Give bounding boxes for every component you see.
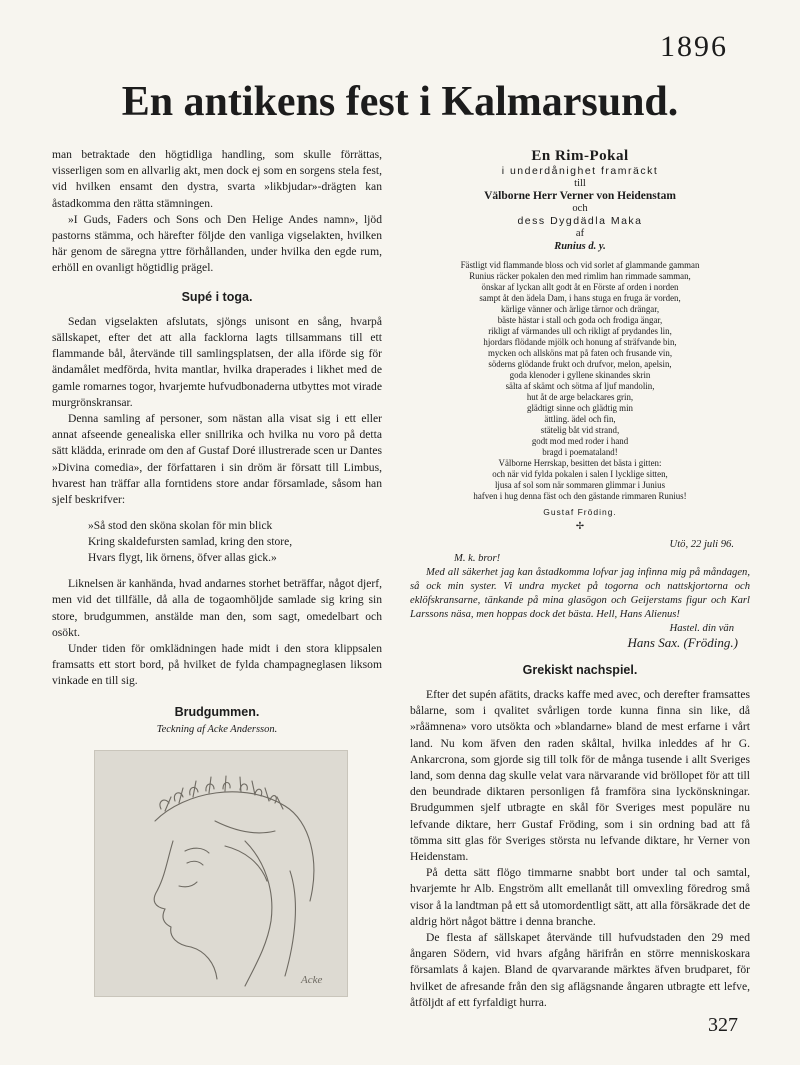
poem-line: bäste hästar i stall och goda och frodiga ängar,: [497, 314, 663, 325]
poem-line: stätelig båt vid strand,: [540, 424, 620, 435]
poem-line: hjordars flödande mjölk och honung af sträfvande bin,: [483, 336, 677, 347]
poem-line: hafven i hug denna fäst och den gästande rimmaren Runius!: [473, 490, 687, 501]
sketch-illustration: [94, 750, 348, 997]
year-heading: 1896: [660, 30, 728, 63]
paragraph: Liknelsen är kanhända, hvad andarnes storhet beträffar, något djerf, men vid det tillfälle, då alla de togaomhöljde samlade sig kring sin store, brudgummen, anstälde man den, som sagt, omedelbart och osökt.: [52, 577, 382, 639]
paragraph: På detta sätt flögo timmarne snabbt bort under tal och samtal, hvarjemte hr Alb. Engström allt emellanåt till omvexling föredrog små visor å la landtman på ett så utomordentligt sätt, att alla försäkrade det de aldrig hört något bättre i denna branche.: [410, 866, 750, 928]
poem-line: sälta af skämt och sötma af ljuf mandolin,: [505, 380, 655, 391]
figure-caption-title: Brudgummen.: [174, 704, 260, 719]
poem-subtitle: dess Dygdädla Maka: [517, 215, 643, 227]
poem-signature: Gustaf Fröding.: [543, 506, 617, 517]
letter-closing: Hastel. din vän: [669, 622, 734, 634]
poem-title: En Rim-Pokal: [531, 148, 629, 164]
paragraph: Efter det supén afätits, dracks kaffe med avec, och derefter framsattes bålarne, som i qvalitet svårligen torde kunna finna sin like, då »råämnena» voro utsökta och »blandarne» bland de mest erfarne i vårt land. Nu kom äfven den raden skåltal, hvilka inleddes af hr G. Ankarcrona, som gjorde sig till tolk för de många tusende i allt Sveriges land, som denna dag skulle velat vara närvarande vid bröllopet för att till den beundrade diktaren personligen få framföra sina lyckönskningar. Brudgummen sjelf utbragte en skål för Sveriges mest populäre nu lefvande diktare, herr Gustaf Fröding, som i sin ordning bad att få tömma sitt glas för Sveriges största nu lefvande diktare, hr Verner von Heidenstam.: [410, 687, 750, 863]
left-column: [52, 147, 382, 997]
poem-line: kärlige vänner och ärlige tärnor och drängar,: [500, 303, 660, 314]
poem-line: söderns glödande frukt och drufvor, melon, apelsin,: [488, 358, 672, 369]
poem-line: Välborne Herrskap, besitten det bästa i gitten:: [498, 457, 662, 468]
poem-subtitle: af: [575, 227, 585, 239]
quote-line: Hvars flygt, lik örnens, öfver allas gick.»: [88, 552, 277, 565]
verse-quote: [88, 518, 382, 566]
paragraph: »I Guds, Faders och Sons och Den Helige Andes namn», ljöd pastorns stämma, och härefter följde den vanliga vigselakten, hvilken här genom de säregna yttre förhållanden, under hvilka den egde rum, erhöll en ovanligt högtidlig prägel.: [52, 212, 382, 275]
poem-line: Fästligt vid flammande bloss och vid sorlet af glammande gamman: [460, 259, 700, 270]
letter-signature: Hans Sax. (Fröding.): [627, 634, 738, 650]
sketch-drawing: [95, 751, 347, 996]
article-title: En antikens fest i Kalmarsund.: [121, 79, 679, 125]
poem-subtitle: i underdånighet framräckt: [501, 165, 659, 177]
poem-line: ljusa af sol som när sommaren glimmar i Junius: [494, 479, 666, 490]
poem-line: goda klenoder i gyllene skinandes skrin: [509, 369, 651, 380]
section-heading-nachspiel: Grekiskt nachspiel.: [522, 662, 638, 677]
poem-line: glädtigt sinne och glädtig min: [527, 402, 633, 413]
poem-line: hut åt de arge belackares grin,: [526, 391, 634, 402]
poem-dedicatee: Välborne Herr Verner von Heidenstam: [484, 190, 676, 202]
letter-date: Utö, 22 juli 96.: [669, 538, 734, 550]
letter-body: Med all säkerhet jag kan åstadkomma lofvar jag infinna mig på måndagen, så ock min syster. Vi undra mycket på togorna och nattskjortorna och eklöfskransarne, tänkande på mina glasögon och Geijerstams figur och Karl Larssons näsa, men hoppas dock det bästa. Hell, Hans Alienus!: [410, 566, 750, 620]
poem-line: godt mod med roder i hand: [531, 435, 629, 446]
poem-author: Runius d. y.: [554, 241, 606, 252]
page-number: 327: [708, 1014, 738, 1036]
poem-line: och när vid fylda pokalen i salen I lycklige sitten,: [492, 468, 668, 479]
poem-header: [410, 147, 750, 254]
section-heading-supe: Supé i toga.: [181, 289, 253, 304]
poem-line: rikligt af värmandes ull och rikligt af prydandes lin,: [488, 325, 672, 336]
poem-line: bragd i poemataland!: [542, 446, 618, 457]
divider-ornament: ✢: [575, 520, 585, 532]
poem-subtitle: till: [574, 177, 586, 189]
paragraph: Denna samling af personer, som nästan alla visat sig i ett eller annat afseende genealiska eller snillrika och hvilka nu voro på detta sätt klädda, erinrade om den af Gustaf Doré illustrerade scen ur Dantes »Divina comedia», der författaren i sin dröm är försatt till Limbus, hvarest han träffar alla forntidens store andar församlade, såsom han sjelf beskrifver:: [52, 412, 382, 507]
poem-line: ättling. ädel och fin,: [544, 413, 616, 424]
sketch-signature: Acke: [301, 974, 323, 987]
right-column: [410, 147, 750, 1011]
poem-subtitle: och: [572, 202, 588, 214]
poem-line: sampt åt den ädela Dam, i hans stuga en fruga är vorden,: [479, 292, 681, 303]
quote-line: »Så stod den sköna skolan för min blick: [88, 520, 273, 533]
poem-line: mycken och allsköns mat på faten och frusande vin,: [487, 347, 673, 358]
figure-credit: Teckning af Acke Andersson.: [156, 723, 278, 735]
paragraph: De flesta af sällskapet återvände till hufvudstaden den 29 med ångaren Södern, vid hvars afgång härifrån en större menniskoskara församlats å kajen. Bland de qvarvarande märktes äfven brudparet, för hvilket de afresande från den sig aflägsnande ångaren utbragte ett lefve, åtföljdt af ett fyrfaldigt hurra.: [410, 930, 750, 1009]
letter: [410, 538, 750, 650]
poem-line: önskar af lyckan allt godt åt en Förste af orden i norden: [481, 281, 679, 292]
letter-salutation: M. k. bror!: [454, 552, 501, 564]
poem-line: Runius räcker pokalen den med rimlim han rimmade samman,: [469, 270, 691, 281]
quote-line: Kring skaldefursten samlad, kring den store,: [88, 536, 293, 549]
paragraph: man betraktade den högtidliga handling, som skulle förrättas, visserligen som en allvarlig akt, men dock ej som en sorgens stela fest, vid hvilken ensamt den dystra, svarta »likbjudar»-drägten kan åstadkomma den rätta stämningen.: [52, 148, 382, 210]
poem-body: [410, 260, 750, 502]
paragraph: Under tiden för omklädningen hade midt i den stora klippsalen framsatts ett stort bord, på hvilket de fylda champagneglasen liksom vinkade en till sig.: [52, 642, 382, 688]
paragraph: Sedan vigselakten afslutats, sjöngs unisont en sång, hvarpå sällskapet, efter det att alla facklorna lagts tillsammans till ett flammande bål, återvände till samlingsplatsen, der alla iförde sig för ändamålet medförda, hvita mantlar, hvilka draperades i likhet med de gamle romarnes togor, hvarjemte hufvudbonaderna utbyttes mot virade murgrönskransar.: [52, 314, 382, 409]
